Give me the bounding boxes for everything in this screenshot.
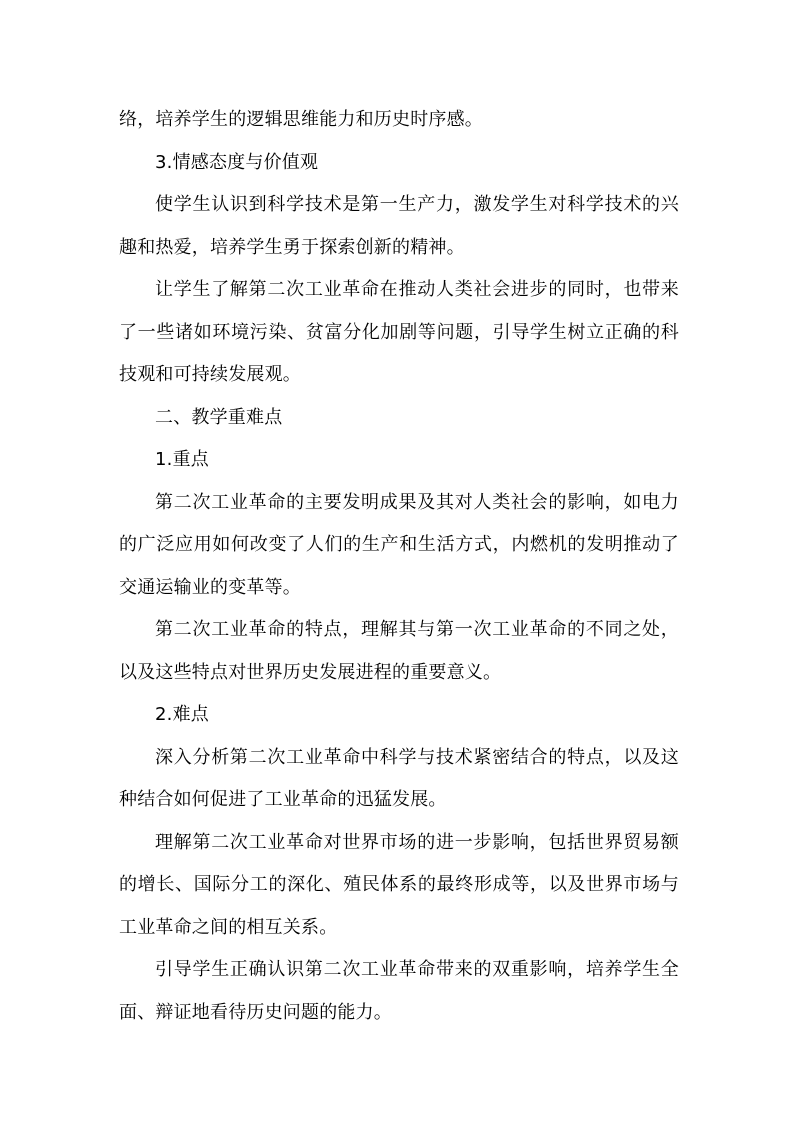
paragraph: 第二次工业革命的主要发明成果及其对人类社会的影响，如电力的广泛应用如何改变了人们的生产和生活方式，内燃机的发明推动了交通运输业的变革等。 xyxy=(119,491,679,598)
paragraph: 第二次工业革命的特点，理解其与第一次工业革命的不同之处，以及这些特点对世界历史发展进程的重要意义。 xyxy=(119,619,679,683)
paragraph: 理解第二次工业革命对世界市场的进一步影响，包括世界贸易额的增长、国际分工的深化、殖民体系的最终形成等，以及世界市场与工业革命之间的相互关系。 xyxy=(119,831,679,938)
paragraph: 深入分析第二次工业革命中科学与技术紧密结合的特点，以及这种结合如何促进了工业革命的迅猛发展。 xyxy=(119,746,679,810)
subheading-difficult-points: 2.难点 xyxy=(155,704,209,725)
paragraph: 让学生了解第二次工业革命在推动人类社会进步的同时，也带来了一些诸如环境污染、贫富分化加剧等问题，引导学生树立正确的科技观和可持续发展观。 xyxy=(119,279,679,385)
paragraph: 引导学生正确认识第二次工业革命带来的双重影响，培养学生全面、辩证地看待历史问题的能力。 xyxy=(119,959,679,1023)
paragraph: 使学生认识到科学技术是第一生产力，激发学生对科学技术的兴趣和热爱，培养学生勇于探索创新的精神。 xyxy=(119,194,679,258)
subheading-key-points: 1.重点 xyxy=(155,449,209,470)
section-heading-key-difficult-points: 二、教学重难点 xyxy=(155,406,283,428)
document-body xyxy=(119,99,679,1034)
paragraph-continuation: 络，培养学生的逻辑思维能力和历史时序感。 xyxy=(119,109,483,130)
section-heading-emotion-values: 3.情感态度与价值观 xyxy=(155,151,319,173)
